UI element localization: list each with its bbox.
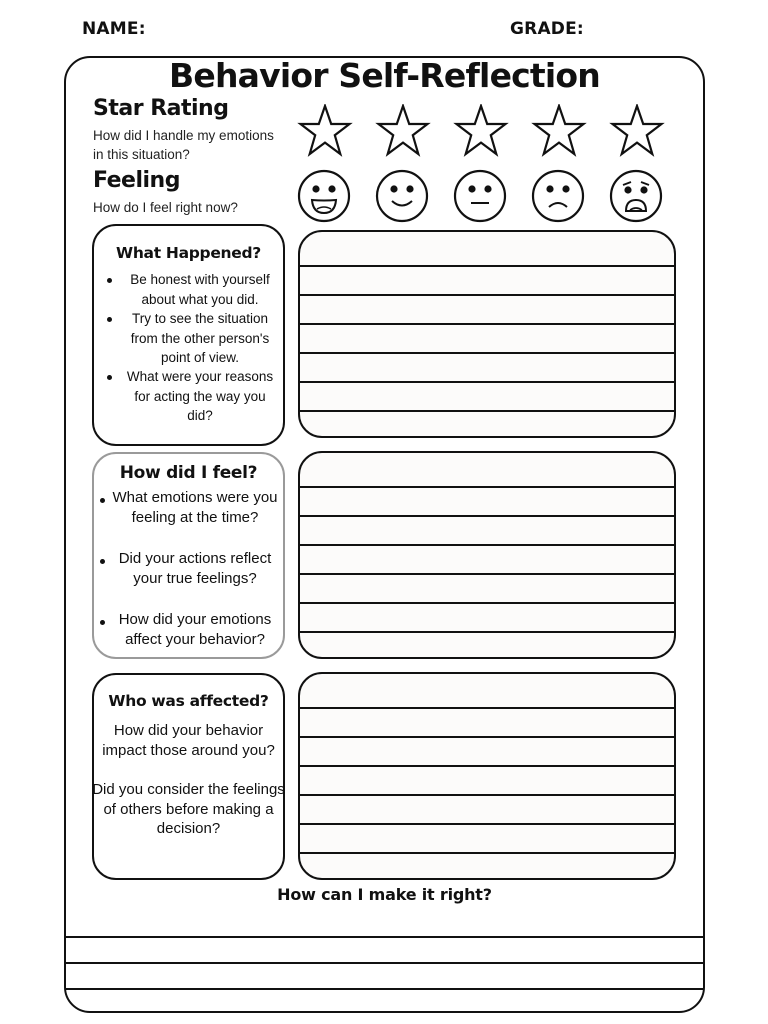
feeling-prompt: How do I feel right now? [93,200,238,215]
star-icon[interactable] [609,104,665,158]
what-happened-box [92,224,285,446]
writing-line [300,515,674,517]
who-was-affected-title: Who was affected? [108,692,269,710]
writing-line [300,707,674,709]
writing-line [300,323,674,325]
how-did-i-feel-bullet-1: What emotions were you feeling at the time? [112,489,278,527]
writing-line[interactable] [66,936,703,938]
happy-face-icon[interactable] [375,169,429,223]
writing-line [300,573,674,575]
very-happy-face-icon[interactable] [297,169,351,223]
writing-line [300,765,674,767]
writing-line [300,410,674,412]
how-did-i-feel-title: How did I feel? [119,463,258,483]
writing-line [300,852,674,854]
what-happened-bullet-1: Be honest with yourself about what you did. [130,272,270,307]
who-was-affected-text-2: Did you consider the feelings of others before making a decision? [92,781,285,838]
bullet-dot [107,317,112,322]
writing-line [300,631,674,633]
what-happened-bullet-2: Try to see the situation from the other person's point of view. [130,311,270,365]
bullet-dot [100,559,105,564]
star-rating-heading: Star Rating [93,96,229,121]
star-icon[interactable] [375,104,431,158]
how-did-i-feel-bullet-3: How did your emotions affect your behavior? [118,611,272,649]
writing-line[interactable] [66,962,703,964]
writing-line [300,823,674,825]
name-label: NAME: [82,19,146,39]
writing-line [300,265,674,267]
what-happened-bullet-3: What were your reasons for acting the way you did? [126,369,274,423]
make-it-right-title: How can I make it right? [277,885,492,904]
star-icon[interactable] [297,104,353,158]
how-did-i-feel-bullet-2: Did your actions reflect your true feelings? [118,550,272,588]
what-happened-writing-area[interactable] [298,230,676,438]
star-icon[interactable] [531,104,587,158]
writing-line[interactable] [66,988,703,990]
writing-line [300,294,674,296]
star-icon[interactable] [453,104,509,158]
what-happened-title: What Happened? [116,244,261,262]
upset-face-icon[interactable] [609,169,663,223]
writing-line [300,736,674,738]
neutral-face-icon[interactable] [453,169,507,223]
worksheet-title: Behavior Self-Reflection [169,56,600,95]
how-did-i-feel-box [92,452,285,659]
who-was-affected-writing-area[interactable] [298,672,676,880]
writing-line [300,486,674,488]
writing-line [300,352,674,354]
how-did-i-feel-writing-area[interactable] [298,451,676,659]
writing-line [300,602,674,604]
bullet-dot [107,375,112,380]
bullet-dot [100,620,105,625]
writing-line [300,544,674,546]
grade-label: GRADE: [510,19,584,39]
bullet-dot [107,278,112,283]
who-was-affected-text-1: How did your behavior impact those around you? [102,722,275,759]
who-was-affected-box [92,673,285,880]
star-rating-prompt: How did I handle my emotions in this situation? [93,128,274,162]
bullet-dot [100,498,105,503]
sad-face-icon[interactable] [531,169,585,223]
feeling-heading: Feeling [93,168,180,193]
writing-line [300,381,674,383]
writing-line [300,794,674,796]
